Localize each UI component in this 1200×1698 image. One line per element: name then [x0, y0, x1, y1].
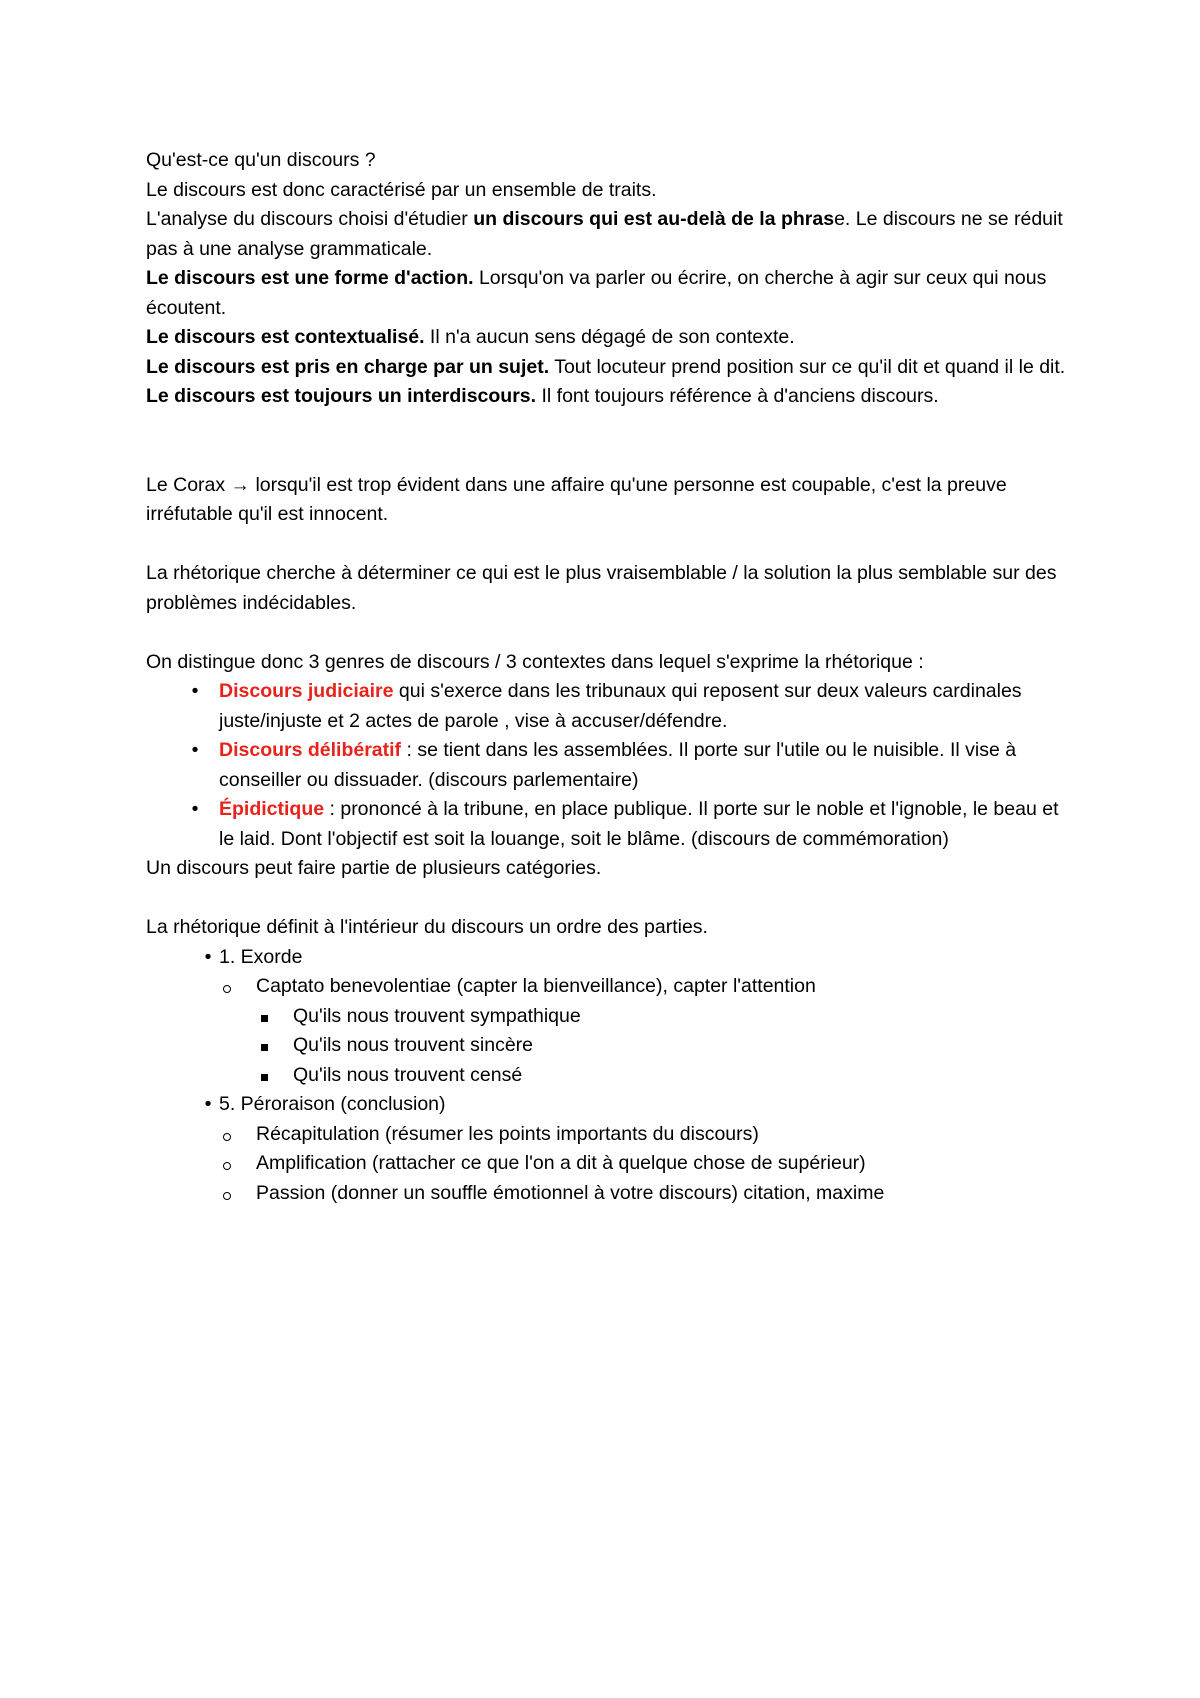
genre-label: Discours délibératif [219, 739, 402, 761]
circle-bullet-icon [223, 1133, 231, 1141]
bullet-icon: • [191, 680, 199, 702]
genre-label: Épidictique [219, 798, 325, 820]
text-run: Il n'a aucun sens dégagé de son contexte. [424, 326, 795, 348]
paragraph: Le discours est donc caractérisé par un ensemble de traits. [146, 178, 657, 201]
text-run: Il font toujours référence à d'anciens discours. [536, 385, 939, 407]
genre-text: qui s'exerce dans les tribunaux qui reposent sur deux valeurs cardinales juste/injuste et 2 actes de parole , vise à accuser/défendre. [219, 680, 1022, 732]
sublist-text: Captato benevolentiae (capter la bienveillance), capter l'attention [256, 975, 816, 997]
sublist-text: Récapitulation (résumer les points importants du discours) [256, 1122, 759, 1145]
sublist-text: Qu'ils nous trouvent censé [293, 1063, 523, 1086]
list-item [132, 1120, 1076, 1150]
circle-bullet-icon [223, 985, 231, 993]
paragraph [146, 205, 1076, 264]
spacer [146, 618, 1076, 648]
spacer [146, 412, 1076, 471]
genres-list [146, 677, 1076, 854]
sublist [132, 972, 1076, 1090]
bullet-icon: • [191, 798, 199, 820]
sublist-text: Qu'ils nous trouvent sincère [293, 1034, 534, 1056]
plan-part-label: 5. Péroraison (conclusion) [219, 1093, 446, 1115]
list-item [146, 677, 1076, 736]
sublist-text: Amplification (rattacher ce que l'on a dit à quelque chose de supérieur) [256, 1152, 866, 1174]
bold-text: Le discours est pris en charge par un sujet. [146, 355, 550, 378]
paragraph [146, 323, 1076, 353]
genre-label: Discours judiciaire [219, 680, 394, 702]
text-run: L'analyse du discours choisi d'étudier [146, 208, 474, 230]
text-run: Lorsqu'on va parler ou écrire, on cherche à agir sur ceux qui nous écoutent. [146, 267, 1047, 319]
list-item [132, 1179, 1076, 1209]
list-item [146, 795, 1076, 854]
spacer [146, 530, 1076, 560]
circle-bullet-icon [223, 1192, 231, 1200]
sublist-text: Qu'ils nous trouvent sympathique [293, 1004, 581, 1027]
bullet-icon: • [191, 739, 199, 761]
section-title: Qu'est-ce qu'un discours ? [146, 149, 376, 171]
document-body [146, 146, 1076, 1208]
text-run: Tout locuteur prend position sur ce qu'il dit et quand il le dit. [549, 355, 1066, 378]
spacer [146, 884, 1076, 914]
paragraph [146, 382, 1076, 412]
plan-part-label: 1. Exorde [219, 945, 303, 968]
plan-list [146, 943, 1076, 1209]
sublist-text: Passion (donner un souffle émotionnel à votre discours) citation, maxime [256, 1181, 885, 1204]
square-bullet-icon [261, 1015, 268, 1022]
bold-text: un discours qui est au-delà de la phras [473, 208, 835, 230]
paragraph: Le Corax → lorsqu'il est trop évident dans une affaire qu'une personne est coupable, c'est la preuve irréfutable qu'il est innocent. [146, 473, 1007, 525]
bold-text: Le discours est contextualisé. [146, 326, 425, 348]
list-item [132, 1031, 1076, 1061]
list-item [132, 1002, 1076, 1032]
sublist [132, 1120, 1076, 1209]
list-item [132, 972, 1076, 1090]
bold-text: Le discours est toujours un interdiscours. [146, 385, 537, 407]
paragraph: La rhétorique cherche à déterminer ce qui est le plus vraisemblable / la solution la plus semblable sur des problèmes indécidables. [146, 562, 1057, 614]
bullet-icon: • [204, 945, 212, 968]
square-bullet-icon [261, 1044, 268, 1051]
square-bullet-icon [261, 1074, 268, 1081]
paragraph: Un discours peut faire partie de plusieurs catégories. [146, 857, 602, 879]
list-item [146, 943, 1076, 1091]
list-item [132, 1061, 1076, 1091]
circle-bullet-icon [223, 1162, 231, 1170]
genre-text: : prononcé à la tribune, en place publique. Il porte sur le noble et l'ignoble, le beau et le laid. Dont l'objectif est soit la louange, soit le blâme. (discours de commémoration) [219, 798, 1059, 850]
paragraph [146, 353, 1076, 383]
list-item [146, 1090, 1076, 1208]
bold-text: Le discours est une forme d'action. [146, 267, 474, 289]
bullet-icon: • [204, 1093, 212, 1115]
list-item [132, 1149, 1076, 1179]
genre-text: : se tient dans les assemblées. Il porte sur l'utile ou le nuisible. Il vise à conseiller ou dissuader. (discours parlementaire) [219, 739, 1017, 791]
sublist [132, 1002, 1076, 1091]
paragraph: On distingue donc 3 genres de discours / 3 contextes dans lequel s'exprime la rhétorique : [146, 650, 924, 673]
list-item [146, 736, 1076, 795]
paragraph: La rhétorique définit à l'intérieur du discours un ordre des parties. [146, 916, 708, 938]
text-run: e. Le discours ne se réduit pas à une analyse grammaticale. [146, 208, 1063, 260]
paragraph [146, 264, 1076, 323]
